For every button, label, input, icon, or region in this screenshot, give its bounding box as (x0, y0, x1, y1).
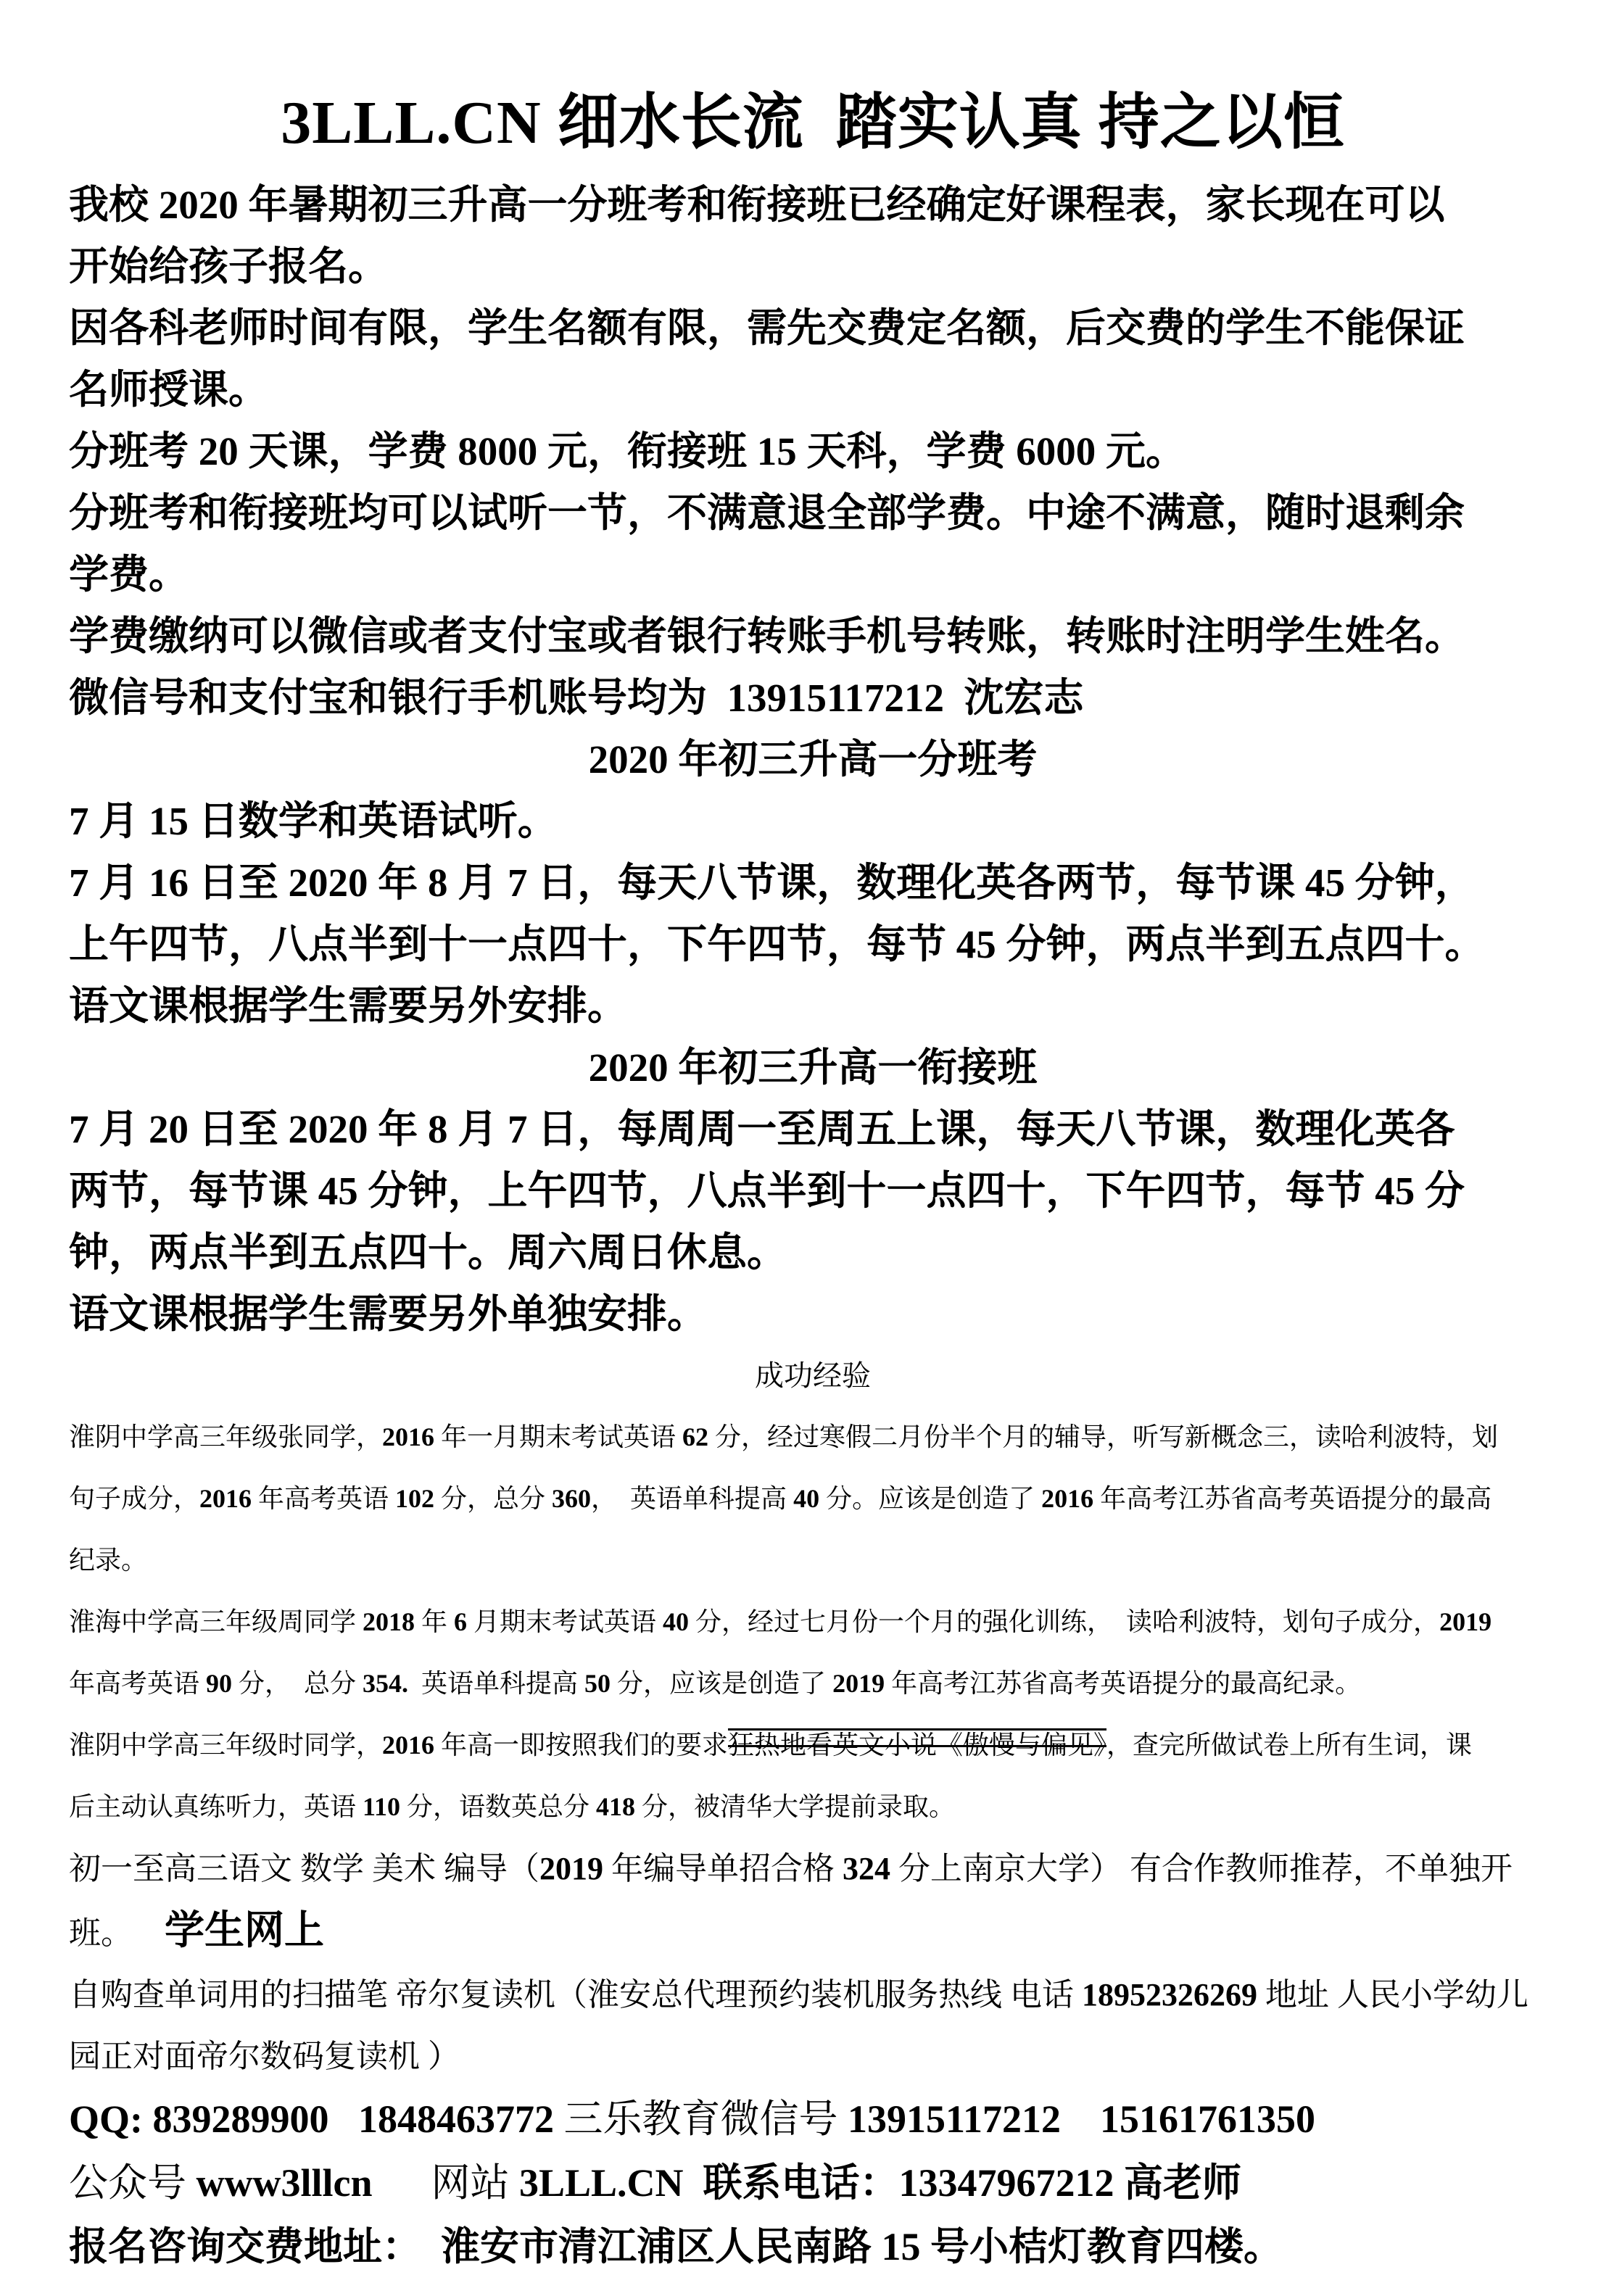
bridge-schedule-line-2 (69, 1160, 1557, 1222)
text-segment: 语文课根据学生需要另外单独安排。 (69, 1292, 708, 1336)
success-story-1-line-2 (69, 1468, 1557, 1530)
text-segment: 自购查单词用的扫描笔 帝尔复读机（淮安总代理预约装机服务热线 电话 (69, 1977, 1082, 2013)
text-segment: 月期末考试英语 (467, 1607, 663, 1636)
text-segment: 园正对面帝尔数码复读机 ） (69, 2039, 460, 2074)
bridge-heading (69, 1037, 1557, 1098)
text-segment: 公众号 (69, 2161, 196, 2205)
text-segment: 年编导单招合格 (603, 1851, 843, 1886)
exam-trial-line (69, 790, 1557, 852)
fee-line (69, 420, 1557, 482)
text-segment: 分班考 20 天课，学费 8000 元，衔接班 15 天科，学费 6000 元。 (69, 429, 1186, 473)
text-segment: 上午四节，八点半到十一点四十，下午四节，每节 45 分钟，两点半到五点四十。 (69, 922, 1485, 966)
text-segment: ， 英语单科提高 (591, 1484, 794, 1513)
text-segment: 2019 (832, 1669, 885, 1698)
bridge-chinese-note (69, 1283, 1557, 1345)
text-segment: 年高考江苏省高考英语提分的最高纪录。 (885, 1669, 1362, 1698)
text-segment: 年高一即按照我们的要求 (434, 1731, 729, 1760)
page-title: 3LLL.CN 细水长流 踏实认真 持之以恒 (281, 89, 1345, 157)
exam-heading (69, 729, 1557, 790)
text-segment: 学费。 (69, 552, 189, 597)
text-segment: 名师授课。 (69, 368, 269, 412)
exam-schedule-line-1 (69, 852, 1557, 913)
qq-contact-line (69, 2087, 1557, 2151)
text-segment: 年高考江苏省高考英语提分的最高 (1093, 1484, 1492, 1513)
text-segment: 学费缴纳可以微信或者支付宝或者银行转账手机号转账，转账时注明学生姓名。 (69, 614, 1465, 658)
quota-line-2 (69, 359, 1557, 420)
text-segment: 淮阴中学高三年级时同学， (69, 1731, 383, 1760)
text-segment: 13347967212 高老师 (898, 2161, 1242, 2205)
bridge-schedule-line-3 (69, 1222, 1557, 1283)
text-segment: 分。应该是创造了 (819, 1484, 1042, 1513)
text-segment: 分班考和衔接班均可以试听一节，不满意退全部学费。中途不满意，随时退剩余 (69, 491, 1465, 535)
text-segment: 报名咨询交费地址： 淮安市清江浦区人民南路 15 号小桔灯教育四楼。 (69, 2225, 1283, 2268)
text-segment: 2016 (382, 1731, 435, 1760)
text-segment: 40 (793, 1484, 820, 1513)
text-segment: 354. (363, 1669, 409, 1698)
text-segment: 50 (584, 1669, 611, 1698)
exam-chinese-note (69, 975, 1557, 1037)
courses-line (69, 1838, 1557, 1964)
text-segment: 年一月期末考试英语 (434, 1422, 683, 1451)
text-segment: 两节，每节课 45 分钟，上午四节，八点半到十一点四十，下午四节，每节 45 分 (69, 1169, 1465, 1213)
text-segment: 102 (395, 1484, 435, 1513)
success-heading (69, 1345, 1557, 1406)
payment-line (69, 605, 1557, 667)
intro-line-2 (69, 236, 1557, 297)
text-segment: 年高考英语 (252, 1484, 396, 1513)
text-segment: 418 (596, 1792, 636, 1821)
text-segment: 纪录。 (69, 1546, 148, 1575)
text-segment: 2018 (363, 1607, 415, 1636)
text-segment: 2016 (199, 1484, 252, 1513)
text-segment: 钟，两点半到五点四十。周六周日休息。 (69, 1230, 787, 1275)
text-segment: 分，经过寒假二月份半个月的辅导，听写新概念三，读哈利波特，划 (708, 1422, 1499, 1451)
text-segment: 分上南京大学） 有合作教师推荐，不单独开班。 (69, 1851, 1513, 1951)
text-segment: 语文课根据学生需要另外安排。 (69, 984, 628, 1028)
text-segment: 40 (663, 1607, 690, 1636)
wechat-website-line (69, 2151, 1557, 2215)
success-story-2-line-2 (69, 1653, 1557, 1715)
text-segment: 成功经验 (755, 1359, 871, 1392)
text-segment: 因各科老师时间有限，学生名额有限，需先交费定名额，后交费的学生不能保证 (69, 306, 1465, 350)
success-story-3-line-1 (69, 1715, 1557, 1776)
scanner-line-1 (69, 1964, 1557, 2026)
refund-line-2 (69, 544, 1557, 605)
text-segment: 324 (843, 1851, 890, 1886)
text-segment: 年高考英语 (69, 1669, 207, 1698)
text-segment: 2016 (1041, 1484, 1094, 1513)
text-segment: 13915117212 15161761350 (848, 2097, 1316, 2141)
text-segment: 3LLL.CN (519, 2161, 684, 2205)
address-line (69, 2215, 1557, 2279)
text-segment: 淮海中学高三年级周同学 (69, 1607, 363, 1636)
text-segment: 6 (454, 1607, 468, 1636)
text-segment: 分，被清华大学提前录取。 (635, 1792, 956, 1821)
text-segment: QQ: 839289900 1848463772 (69, 2097, 554, 2141)
success-story-1-line-1 (69, 1406, 1557, 1468)
text-segment: 分，语数英总分 (400, 1792, 597, 1821)
text-segment: 句子成分， (69, 1484, 200, 1513)
text-segment: 2019 (1439, 1607, 1492, 1636)
text-segment: 62 (682, 1422, 709, 1451)
text-segment: 我校 2020 年暑期初三升高一分班考和衔接班已经确定好课程表，家长现在可以 (69, 183, 1445, 227)
text-segment: www3lllcn (196, 2161, 373, 2205)
scanner-line-2 (69, 2026, 1557, 2087)
text-segment: 网站 (372, 2161, 519, 2205)
text-segment: 2019 (539, 1851, 603, 1886)
text-segment: 360 (552, 1484, 592, 1513)
strikethrough-text: 狂热地看英文小说《傲慢与偏见》 (728, 1731, 1107, 1760)
text-segment: 分，经过七月份一个月的强化训练， 读哈利波特，划句子成分， (689, 1607, 1440, 1636)
text-segment: 2020 年初三升高一分班考 (588, 737, 1038, 782)
text-segment: 分， 总分 (232, 1669, 363, 1698)
success-story-2-line-1 (69, 1591, 1557, 1653)
text-segment: 淮阴中学高三年级张同学， (69, 1422, 383, 1451)
text-segment: 2016 (382, 1422, 435, 1451)
text-segment: 地址 人民小学幼儿 (1257, 1977, 1528, 2013)
quota-line-1 (69, 297, 1557, 359)
text-segment: 110 (363, 1792, 401, 1821)
exam-schedule-line-2 (69, 913, 1557, 975)
text-segment: 90 (206, 1669, 233, 1698)
text-segment: 初一至高三语文 数学 美术 编导（ (69, 1851, 539, 1886)
refund-line-1 (69, 482, 1557, 544)
text-segment: 开始给孩子报名。 (69, 244, 389, 289)
document-lines (69, 174, 1557, 2279)
text-segment: 18952326269 (1082, 1977, 1257, 2013)
text-segment: 分，应该是创造了 (611, 1669, 833, 1698)
text-segment: 学生网上 (165, 1908, 325, 1952)
text-segment: 英语单科提高 (408, 1669, 585, 1698)
intro-line-1 (69, 174, 1557, 236)
bridge-schedule-line-1 (69, 1098, 1557, 1160)
text-segment: 2020 年初三升高一衔接班 (588, 1045, 1038, 1090)
text-segment: 微信号和支付宝和银行手机账号均为 13915117212 沈宏志 (69, 676, 1084, 720)
text-segment: ，查完所做试卷上所有生词，课 (1106, 1731, 1473, 1760)
text-segment: 7 月 15 日数学和英语试听。 (69, 799, 558, 843)
success-story-1-line-3 (69, 1530, 1557, 1591)
text-segment: 分，总分 (434, 1484, 553, 1513)
text-segment: 年 (415, 1607, 455, 1636)
text-segment: 7 月 20 日至 2020 年 8 月 7 日，每周周一至周五上课，每天八节课，数理化英各 (69, 1107, 1455, 1151)
text-segment: 后主动认真练听力，英语 (69, 1792, 363, 1821)
text-segment: 7 月 16 日至 2020 年 8 月 7 日，每天八节课，数理化英各两节，每节课 45 分钟， (69, 861, 1475, 905)
success-story-3-line-2 (69, 1776, 1557, 1838)
payment-account-line (69, 667, 1557, 729)
text-segment: 三乐教育微信号 (554, 2097, 848, 2141)
text-segment: 联系电话： (683, 2161, 899, 2205)
